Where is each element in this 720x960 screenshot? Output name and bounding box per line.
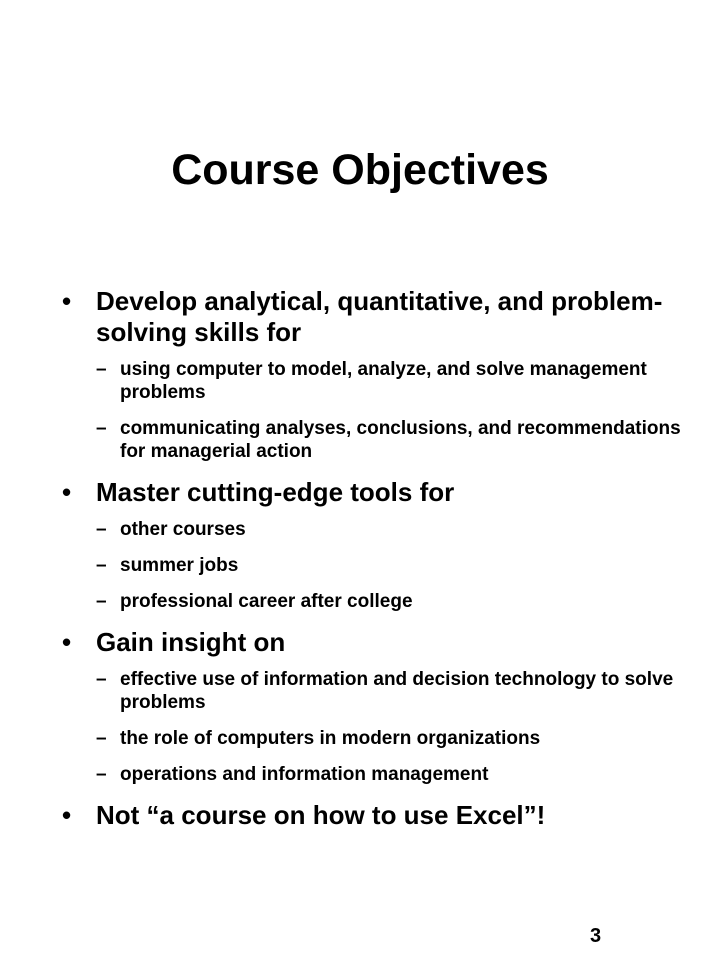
sub-item-text: other courses	[120, 519, 246, 540]
bullet-marker: •	[62, 477, 72, 507]
bullet-text: Gain insight on	[96, 627, 286, 657]
sub-item-text: communicating analyses, conclusions, and recommendations for managerial action	[120, 418, 681, 462]
bullet-item-gain	[62, 627, 682, 786]
dash-marker: –	[96, 728, 107, 749]
sub-item	[96, 590, 682, 613]
bullet-text: Develop analytical, quantitative, and problem-solving skills for	[96, 286, 663, 347]
dash-marker: –	[96, 519, 107, 540]
sub-item-text: summer jobs	[120, 555, 239, 576]
bullet-list	[62, 286, 682, 845]
sub-item	[96, 727, 682, 750]
dash-marker: –	[96, 764, 107, 785]
sub-item	[96, 417, 682, 463]
sub-list	[96, 668, 682, 786]
dash-marker: –	[96, 591, 107, 612]
bullet-marker: •	[62, 286, 72, 316]
sub-item	[96, 668, 682, 714]
page-number: 3	[590, 925, 602, 947]
dash-marker: –	[96, 555, 107, 576]
sub-item	[96, 358, 682, 404]
dash-marker: –	[96, 669, 107, 690]
sub-item	[96, 518, 682, 541]
bullet-item-master	[62, 477, 682, 613]
sub-list	[96, 518, 682, 613]
slide-title: Course Objectives	[171, 146, 549, 194]
sub-list	[96, 358, 682, 463]
sub-item-text: the role of computers in modern organizations	[120, 728, 541, 749]
sub-item	[96, 554, 682, 577]
sub-item-text: effective use of information and decision technology to solve problems	[120, 669, 674, 713]
bullet-item-develop	[62, 286, 682, 463]
dash-marker: –	[96, 359, 107, 380]
bullet-marker: •	[62, 627, 72, 657]
bullet-text: Not “a course on how to use Excel”!	[96, 800, 546, 830]
sub-item-text: professional career after college	[120, 591, 413, 612]
dash-marker: –	[96, 418, 107, 439]
sub-item-text: operations and information management	[120, 764, 489, 785]
sub-item	[96, 763, 682, 786]
bullet-text: Master cutting-edge tools for	[96, 477, 455, 507]
bullet-marker: •	[62, 800, 72, 830]
sub-item-text: using computer to model, analyze, and solve management problems	[120, 359, 647, 403]
bullet-item-not-excel	[62, 800, 682, 831]
